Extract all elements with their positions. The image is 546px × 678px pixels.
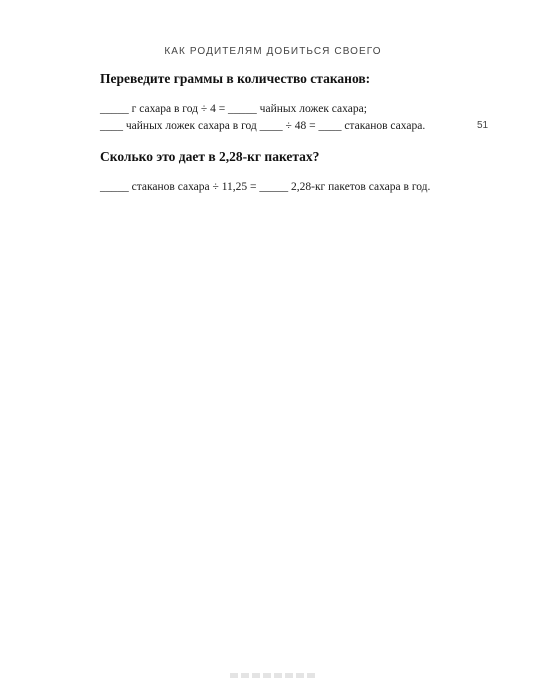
page-number: 51 (477, 120, 489, 131)
running-head: КАК РОДИТЕЛЯМ ДОБИТЬСЯ СВОЕГО (164, 46, 382, 57)
bottom-watermark-fragment (230, 673, 316, 678)
calc-line-grams-to-teaspoons: _____ г сахара в год ÷ 4 = _____ чайных ложек сахара; (100, 103, 367, 115)
calc-line-teaspoons-to-cups: ____ чайных ложек сахара в год ____ ÷ 48 = ____ стаканов сахара. (100, 120, 426, 132)
calc-line-cups-to-bags: _____ стаканов сахара ÷ 11,25 = _____ 2,28-кг пакетов сахара в год. (100, 181, 431, 193)
section-heading-convert-grams: Переведите граммы в количество стаканов: (100, 71, 371, 86)
section-heading-bag-count: Сколько это дает в 2,28-кг пакетах? (100, 149, 320, 164)
